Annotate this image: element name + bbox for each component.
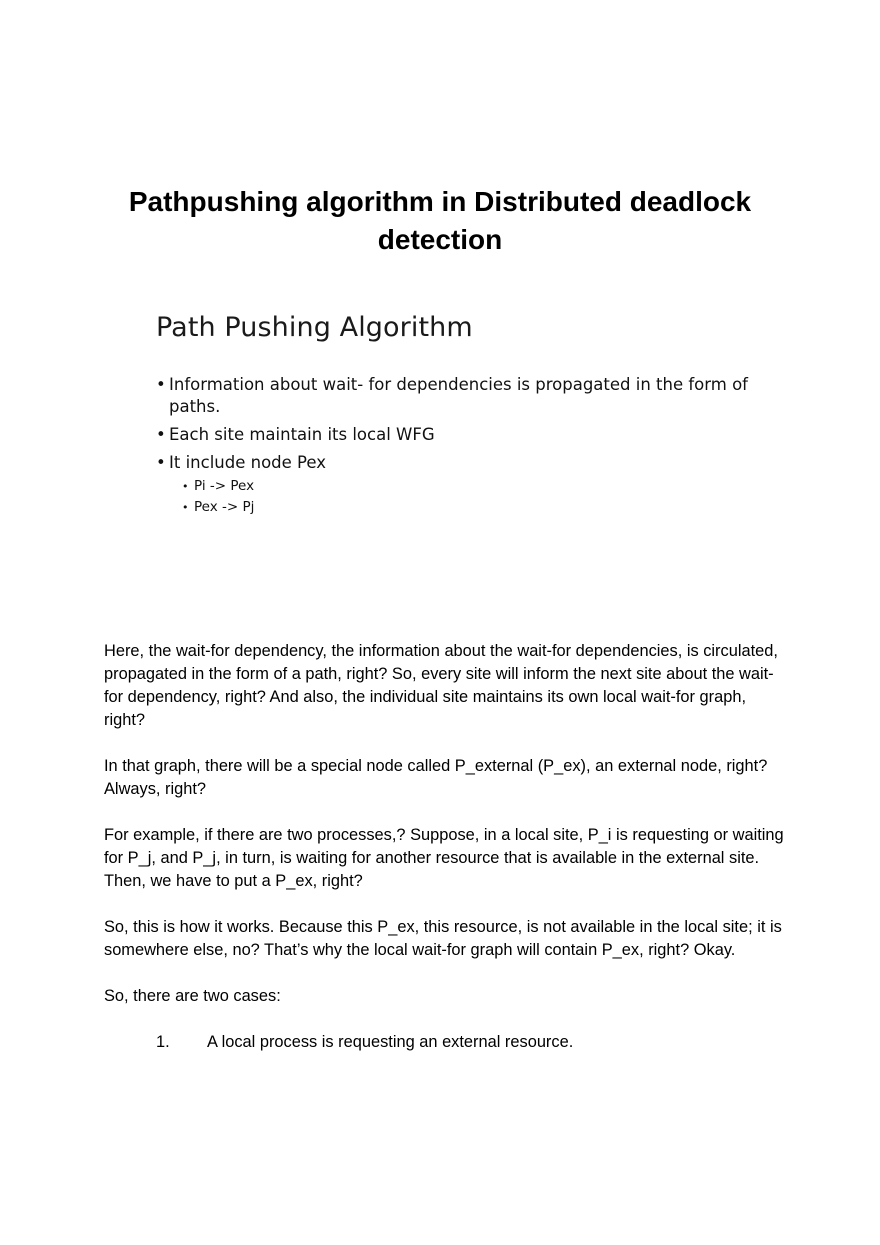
slide-bullet	[156, 424, 756, 446]
body-text	[104, 640, 784, 1054]
slide-sub-bullet-text: Pex -> Pj	[194, 499, 255, 515]
paragraph: So, this is how it works. Because this P_ex, this resource, is not available in the local site; it is somewhere else, no? That’s why the local wait-for graph will contain P_ex, right? Okay.	[104, 918, 782, 959]
numbered-list	[104, 1031, 784, 1054]
document-title	[100, 183, 780, 259]
slide-sub-bullet-text: Pi -> Pex	[194, 478, 255, 494]
slide-bullet	[156, 452, 756, 518]
paragraph: Here, the wait-for dependency, the information about the wait-for dependencies, is circulated, propagated in the form of a path, right? So, every site will inform the next site about the wait-for dependency, right? And also, the individual site maintains its own local wait-for graph, right?	[104, 642, 778, 729]
slide-sub-bullet	[169, 476, 756, 497]
bullet-icon: •	[156, 425, 166, 444]
slide-bullet-text: Each site maintain its local WFG	[169, 425, 435, 444]
slide-sub-bullet-list	[169, 476, 756, 518]
document-title-line-1: Pathpushing algorithm in Distributed deadlock	[128, 186, 752, 217]
slide-bullet-list	[156, 374, 756, 524]
bullet-icon: •	[182, 480, 189, 493]
list-item-number: 1.	[156, 1033, 170, 1051]
slide-bullet	[156, 374, 756, 418]
numbered-list-item	[104, 1031, 784, 1054]
slide-image	[104, 300, 776, 630]
document-title-line-2: detection	[377, 224, 503, 255]
paragraph: For example, if there are two processes,? Suppose, in a local site, P_i is requesting or waiting for P_j, and P_j, in turn, is waiting for another resource that is available in the external site. Then, we have to put a P_ex, right?	[104, 826, 784, 890]
bullet-icon: •	[156, 375, 166, 394]
list-item-text: A local process is requesting an external resource.	[207, 1033, 574, 1051]
slide-title: Path Pushing Algorithm	[156, 312, 473, 343]
bullet-icon: •	[182, 501, 189, 514]
bullet-icon: •	[156, 453, 166, 472]
paragraph: So, there are two cases:	[104, 987, 281, 1005]
slide-bullet-text: Information about wait- for dependencies is propagated in the form of paths.	[169, 375, 748, 416]
slide-sub-bullet	[169, 497, 756, 518]
paragraph: In that graph, there will be a special node called P_external (P_ex), an external node, right? Always, right?	[104, 757, 768, 798]
slide-bullet-text: It include node Pex	[169, 453, 327, 472]
